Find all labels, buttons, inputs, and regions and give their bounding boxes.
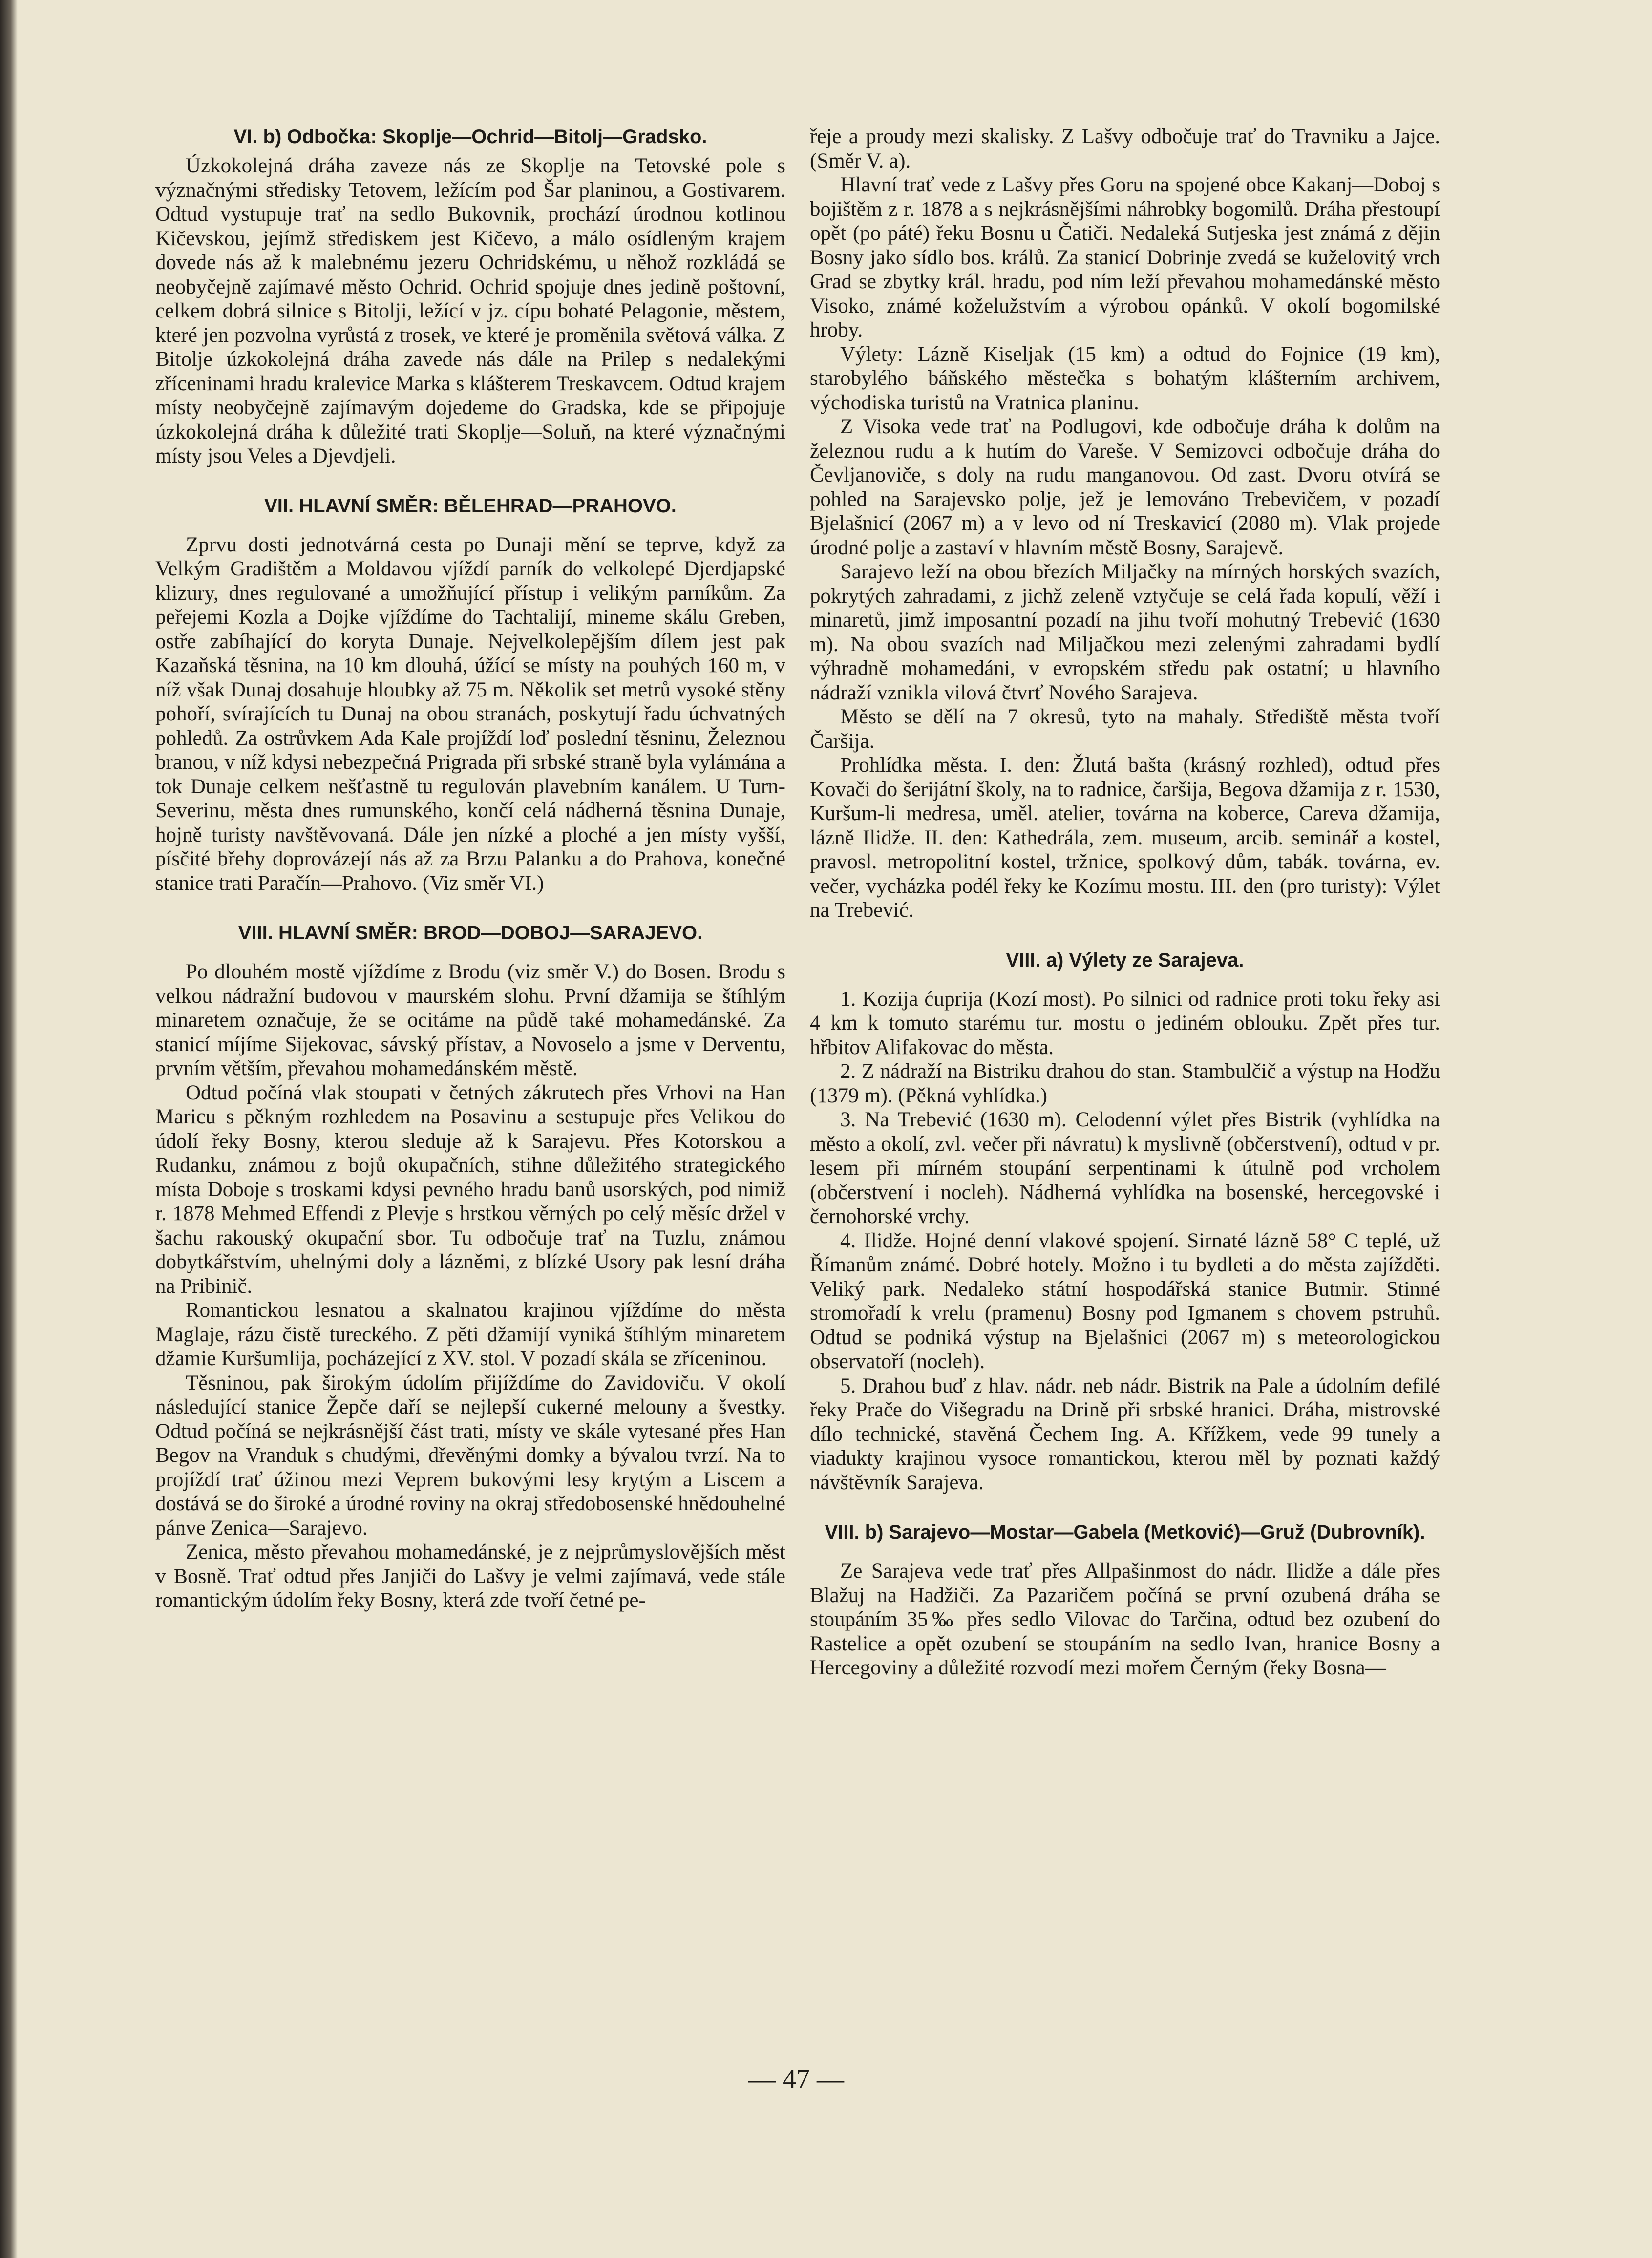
- paragraph: Sarajevo leží na obou březích Miljačky na mírných horských svazích, pokrytých zahradami, z jichž zeleně vztyčuje se celá řada kopulí, věží i minaretů, jimž imposantní pozadí na jihu tvoří mohutný Trebević (1630 m). Na obou svazích nad Miljačkou mezi zelenými zahradami bydlí výhradně mohamedáni, v evropském středu pak ostatní; u hlavního nádraží vznikla vilová čtvrť Nového Sarajeva.: [810, 560, 1440, 704]
- paragraph: Po dlouhém mostě vjíždíme z Brodu (viz směr V.) do Bosen. Brodu s velkou nádražní budovou v maurském slohu. První džamija se štíhlým minaretem označuje, že se ocitáme na půdě také mohamedánské. Za stanicí míjíme Sijekovac, sávský přístav, a Novoselo a jsme v Derventu, prvním větším, převahou mohamedánském městě.: [155, 960, 785, 1080]
- section-heading-vi: VI. b) Odbočka: Skoplje—Ochrid—Bitolj—Gradsko.: [233, 126, 707, 148]
- trip-item: 5. Drahou buď z hlav. nádr. neb nádr. Bistrik na Pale a údolním defilé řeky Prače do Višegradu na Drině při srbské hranici. Dráha, mistrovské dílo technické, stavěná Čechem Ing. A. Křížkem, vede 99 tunely a viadukty krajinou vysoce romantickou, kterou měl by poznati každý návštěvník Sarajeva.: [810, 1374, 1440, 1494]
- trip-item: 1. Kozija ćuprija (Kozí most). Po silnici od radnice proti toku řeky asi 4 km k tomuto starému tur. mostu o jediném oblouku. Zpět přes tur. hřbitov Alifakovac do města.: [810, 987, 1440, 1059]
- right-column: [810, 125, 1440, 1680]
- trip-item: 2. Z nádraží na Bistriku drahou do stan. Stambulčič a výstup na Hodžu (1379 m). (Pěkná vyhlídka.): [810, 1060, 1440, 1107]
- paragraph: Těsninou, pak širokým údolím přijíždíme do Zavidoviču. V okolí následující stanice Žepče daří se nejlepší cukerné melouny a švestky. Odtud počíná se nejkrásnější část trati, místy ve skále vytesané přes Han Begov na Vranduk s chudými, dřevěnými domky a bývalou tvrzí. Na to projíždí trať úžinou mezi Veprem bukovými lesy krytým a Liscem a dostává se do široké a úrodné roviny na okraj středobosenské hnědouhelné pánve Zenica—Sarajevo.: [155, 1371, 785, 1540]
- left-column: [155, 125, 785, 1613]
- trip-item: 4. Ilidže. Hojné denní vlakové spojení. Sirnaté lázně 58° C teplé, už Římanům známé. Dobré hotely. Možno i tu bydleti a do města zajížděti. Veliký park. Nedaleko státní hospodářská stanice Butmir. Stinné stromořadí k vrelu (pramenu) Bosny pod Igmanem s chovem pstruhů. Odtud se podniká výstup na Bjelašnici (2067 m) s meteorologickou observatoří (nocleh).: [810, 1229, 1440, 1373]
- section-heading-viii: VIII. HLAVNÍ SMĚR: BROD—DOBOJ—SARAJEVO.: [238, 922, 703, 944]
- paragraph: Romantickou lesnatou a skalnatou krajinou vjíždíme do města Maglaje, rázu čistě tureckého. Z pěti džamijí vyniká štíhlým minaretem džamie Kuršumlija, pocházející z XV. stol. V pozadí skála se zříceninou.: [155, 1299, 785, 1370]
- paragraph: Odtud počíná vlak stoupati v četných zákrutech přes Vrhovi na Han Maricu s pěkným rozhledem na Posavinu a sestupuje přes Velikou do údolí řeky Bosny, kterou sleduje až k Sarajevu. Přes Kotorskou a Rudanku, známou z bojů okupačních, stihne důležitého strategického místa Doboje s troskami kdysi pevného hradu banů usorských, pod nimiž r. 1878 Mehmed Effendi z Plevje s hrstkou věrných po celý měsíc držel v šachu rakouský okupační sbor. Tu odbočuje trať na Tuzlu, známou dobytkářstvím, uhelnými doly a lázněmi, z blízké Usory pak lesní dráha na Pribinič.: [155, 1081, 785, 1298]
- paragraph: Ze Sarajeva vede trať přes Allpašinmost do nádr. Ilidže a dále přes Blažuj na Hadžiči. Za Pazaričem počíná se první ozubená dráha se stoupáním 35‰ přes sedlo Vilovac do Tarčina, odtud bez ozubení do Rastelice a opět ozubení se stoupáním na sedlo Ivan, hranice Bosny a Hercegoviny a důležité rozvodí mezi mořem Černým (řeky Bosna—: [810, 1560, 1440, 1679]
- page-number: — 47 —: [748, 2064, 844, 2094]
- section-heading-vii: VII. HLAVNÍ SMĚR: BĚLEHRAD—PRAHOVO.: [264, 495, 677, 517]
- section-heading-viii-b: VIII. b) Sarajevo—Mostar—Gabela (Metković)—Gruž (Dubrovník).: [825, 1521, 1425, 1543]
- trip-item: 3. Na Trebević (1630 m). Celodenní výlet přes Bistrik (vyhlídka na město a okolí, zvl. večer při návratu) k myslivně (občerstvení), odtud v pr. lesem při mírném stoupání serpentinami k útulně pod vrcholem (občerstvení i nocleh). Nádherná vyhlídka na bosenské, hercegovské i černohorské vrchy.: [810, 1108, 1440, 1228]
- paragraph: Město se dělí na 7 okresů, tyto na mahaly. Střediště města tvoří Čaršija.: [810, 705, 1440, 753]
- paragraph: Z Visoka vede trať na Podlugovi, kde odbočuje dráha k dolům na železnou rudu a k hutím do Vareše. V Semizovci odbočuje dráha do Čevljanoviče, s doly na rudu manganovou. Od zast. Dvoru otvírá se pohled na Sarajevsko polje, jež je lemováno Trebevičem, v pozadí Bjelašnicí (2067 m) a v levo od ní Treskavicí (2080 m). Vlak projede úrodné polje a zastaví v hlavním městě Bosny, Sarajevě.: [810, 415, 1440, 559]
- book-spine-edge: [0, 0, 18, 2258]
- paragraph: Zprvu dosti jednotvárná cesta po Dunaji mění se teprve, když za Velkým Gradištěm a Moldavou vjíždí parník do velkolepé Djerdjapské klizury, dnes regulované a umožňující přístup i velikým parníkům. Za peřejemi Kozla a Dojke vjíždíme do Tachtalijí, mineme skálu Greben, ostře zabíhající do koryta Dunaje. Nejvelkolepějším dílem jest pak Kazaňská těsnina, na 10 km dlouhá, úžící se místy na pouhých 160 m, v níž však Dunaj dosahuje hloubky až 75 m. Několik set metrů vysoké stěny pohoří, svírajících tu Dunaj na obou stranách, poskytují řadu úchvatných pohledů. Za ostrůvkem Ada Kale projíždí loď poslední těsninu, Železnou branou, v níž kdysi nebezpečná Prigrada při srbské straně byla vylámána a tok Dunaje celkem nešťastně tu regulován plavebním kanálem. U Turn-Severinu, města dnes rumunského, končí celá nádherná těsnina Dunaje, hojně turisty navštěvovaná. Dále jen nízké a ploché a jen místy vyšší, písčité břehy doprovázejí nás až za Brzu Palanku a do Prahova, konečné stanice trati Paračín—Prahovo. (Viz směr VI.): [155, 533, 785, 895]
- paragraph: Výlety: Lázně Kiseljak (15 km) a odtud do Fojnice (19 km), starobylého báňského městečka s bohatým klášterním archivem, východiska turistů na Vratnica planinu.: [810, 342, 1440, 414]
- paragraph: Úzkokolejná dráha zaveze nás ze Skoplje na Tetovské pole s význačnými středisky Tetovem, ležícím pod Šar planinou, a Gostivarem. Odtud vystupuje trať na sedlo Bukovnik, prochází úrodnou kotlinou Kičevskou, jejímž střediskem jest Kičevo, a málo osídleným krajem dovede nás až k malebnému jezeru Ochridskému, u něhož rozkládá se neobyčejně zajímavé město Ochrid. Ochrid spojuje dnes jedině poštovní, celkem dobrá silnice s Bitolji, ležící v jz. cípu bohaté Pelagonie, městem, které jen pozvolna vyrůstá z trosek, ve které je proměnila světová válka. Z Bitolje úzkokolejná dráha zavede nás dále na Prilep s nedalekými zříceninami hradu kralevice Marka s klášterem Treskavcem. Odtud krajem místy neobyčejně zajímavým dojedeme do Gradska, kde se připojuje úzkokolejná dráha k důležité trati Skoplje—Soluň, na které význačnými místy jsou Veles a Djevdjeli.: [155, 154, 785, 467]
- paragraph: Hlavní trať vede z Lašvy přes Goru na spojené obce Kakanj—Doboj s bojištěm z r. 1878 a s nejkrásnějšími náhrobky bogomilů. Dráha přestoupí opět (po páté) řeku Bosnu u Čatiči. Nedaleká Sutjeska jest známá z dějin Bosny jako sídlo bos. králů. Za stanicí Dobrinje zvedá se kuželovitý vrch Grad se zbytky král. hradu, pod ním leží převahou mohamedánské město Visoko, známé koželužstvím a výrobou opánků. V okolí bogomilské hroby.: [810, 173, 1440, 341]
- paragraph: Prohlídka města. I. den: Žlutá bašta (krásný rozhled), odtud přes Kovači do šerijátní školy, na to radnice, čaršija, Begova džamija z r. 1530, Kuršum-li medresa, uměl. atelier, továrna na koberce, Careva džamija, lázně Ilidže. II. den: Kathedrála, zem. museum, arcib. seminář a kostel, pravosl. metropolitní kostel, tržnice, spolkový dům, tabák. továrna, ev. večer, vycházka podél řeky ke Kozímu mostu. III. den (pro turisty): Výlet na Trebević.: [810, 754, 1440, 922]
- paragraph: řeje a proudy mezi skalisky. Z Lašvy odbočuje trať do Travniku a Jajce. (Směr V. a).: [810, 125, 1440, 172]
- paragraph: Zenica, město převahou mohamedánské, je z nejprůmyslovějších měst v Bosně. Trať odtud přes Janjiči do Lašvy je velmi zajímavá, vede stále romantickým údolím řeky Bosny, která zde tvoří četné pe-: [155, 1541, 785, 1612]
- document-page: [117, 125, 1446, 2117]
- section-heading-viii-a: VIII. a) Výlety ze Sarajeva.: [1006, 949, 1244, 971]
